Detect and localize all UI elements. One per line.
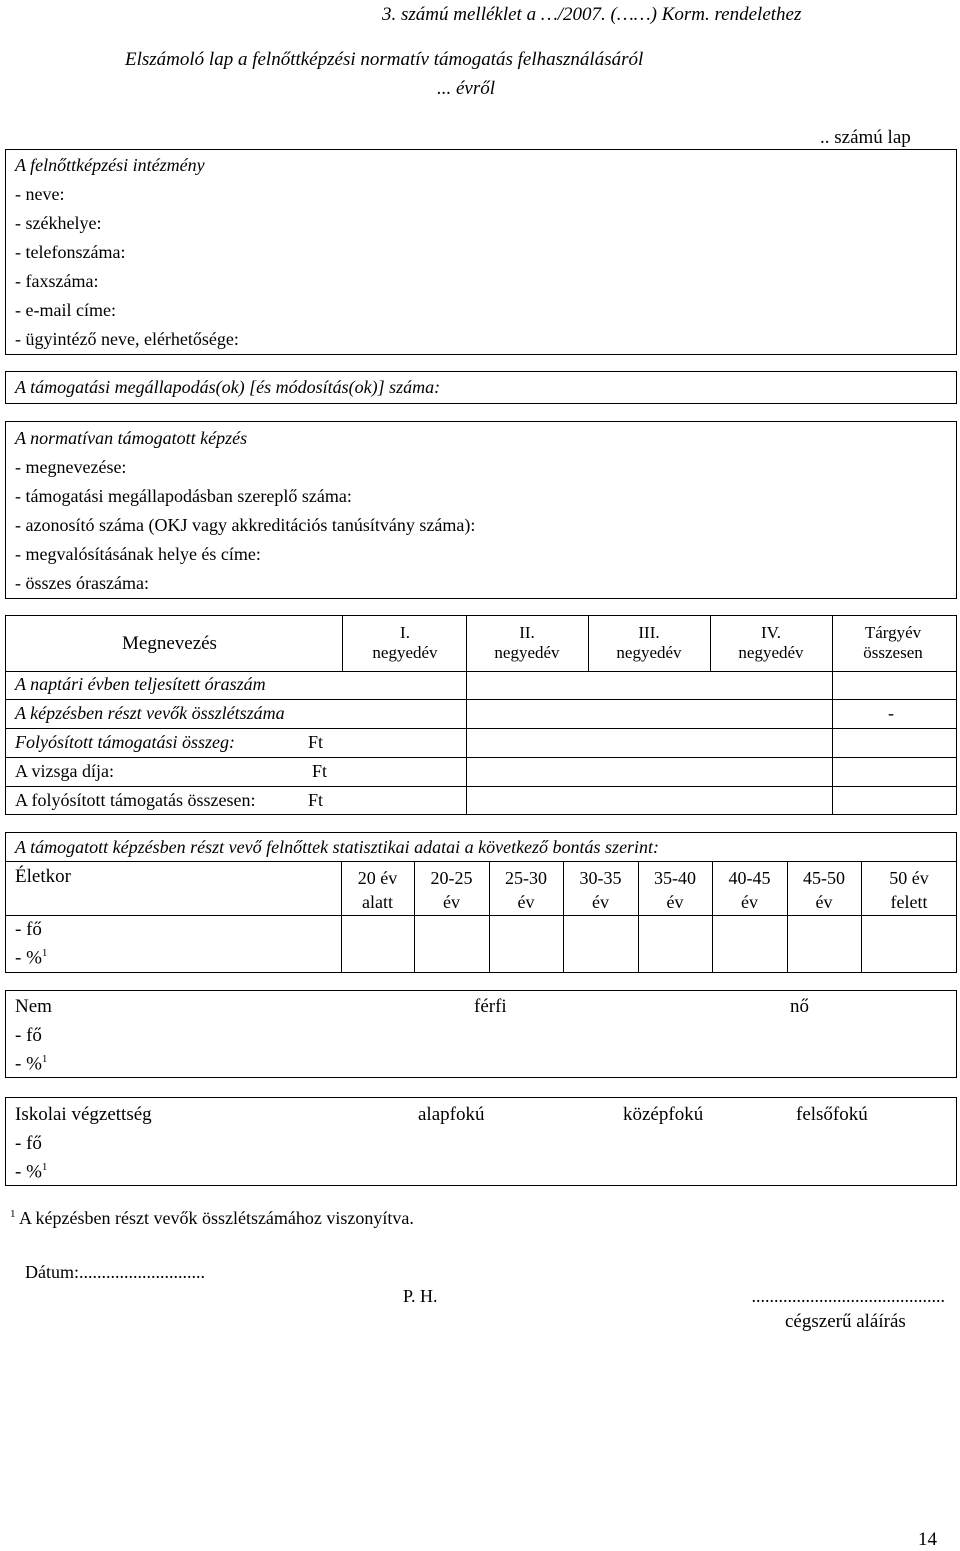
age-col-45-50: 45-50 év — [803, 868, 845, 912]
institution-heading: A felnőttképzési intézmény — [15, 155, 205, 175]
page-number: 14 — [918, 1529, 937, 1550]
agreement-label: A támogatási megállapodás(ok) [és módosítás(ok)] száma: — [15, 377, 441, 397]
gender-male: férfi — [474, 996, 507, 1017]
education-label: Iskolai végzettség — [15, 1104, 152, 1125]
quarter-row-support-unit: Ft — [308, 732, 324, 752]
quarter-row-total-support: A folyósított támogatás összesen: — [15, 790, 256, 810]
education-higher: felsőfokú — [796, 1104, 868, 1125]
footnote-ref: 1 — [41, 947, 48, 959]
quarter-col-4-header: IV. negyedév — [738, 623, 804, 662]
institution-contact-field: - ügyintéző neve, elérhetősége: — [15, 329, 239, 349]
training-location-field: - megvalósításának helye és címe: — [15, 544, 261, 564]
sheet-number: .. számú lap — [820, 127, 911, 148]
age-col-25-30: 25-30 év — [505, 868, 547, 912]
quarter-total-header: Tárgyév összesen — [863, 623, 923, 662]
institution-fax-field: - faxszáma: — [15, 271, 99, 291]
age-row-percent: - %$^1$ — [15, 947, 48, 969]
institution-box — [5, 149, 957, 355]
document-title: Elszámoló lap a felnőttképzési normatív támogatás felhasználásáról — [125, 49, 644, 70]
education-primary: alapfokú — [418, 1104, 485, 1125]
education-secondary: középfokú — [623, 1104, 704, 1125]
institution-seat-field: - székhelye: — [15, 213, 102, 233]
age-col-20-25: 20-25 év — [430, 868, 473, 912]
training-agreement-number-field: - támogatási megállapodásban szereplő száma: — [15, 486, 352, 506]
footnote: $^1$ A képzésben részt vevők összlétszámához viszonyítva. — [10, 1208, 414, 1228]
footnote-ref: 1 — [41, 1053, 48, 1065]
institution-name-field: - neve: — [15, 184, 65, 204]
gender-row-count: - fő — [15, 1025, 42, 1046]
age-row-count: - fő — [15, 919, 42, 940]
training-id-field: - azonosító száma (OKJ vagy akkreditációs tanúsítvány száma): — [15, 515, 476, 535]
quarter-col-3-header: III. negyedév — [616, 623, 682, 662]
quarter-participants-total: - — [888, 703, 894, 723]
age-col-30-35: 30-35 év — [579, 868, 622, 912]
quarter-row-exam-fee: A vizsga díja: — [15, 761, 114, 781]
age-col-over-50: 50 év felett — [889, 868, 929, 912]
age-label: Életkor — [15, 866, 71, 887]
gender-row-percent: - %$^1$ — [15, 1053, 48, 1075]
quarter-row-hours: A naptári évben teljesített óraszám — [15, 674, 266, 694]
quarter-row-support-amount: Folyósított támogatási összeg: — [15, 732, 235, 752]
gender-label: Nem — [15, 996, 52, 1017]
education-row-count: - fő — [15, 1133, 42, 1154]
quarter-name-header: Megnevezés — [122, 633, 217, 654]
gender-female: nő — [790, 996, 809, 1017]
quarter-row-participants: A képzésben részt vevők összlétszáma — [15, 703, 285, 723]
annex-reference: 3. számú melléklet a …/2007. (……) Korm. rendelethez — [382, 4, 802, 25]
signature-label: cégszerű aláírás — [785, 1311, 906, 1332]
footnote-ref: 1 — [41, 1161, 48, 1173]
education-row-percent: - %$^1$ — [15, 1161, 48, 1183]
stats-heading: A támogatott képzésben részt vevő felnőttek statisztikai adatai a következő bontás szerint: — [15, 837, 660, 857]
age-col-35-40: 35-40 év — [654, 868, 696, 912]
training-name-field: - megnevezése: — [15, 457, 127, 477]
training-heading: A normatívan támogatott képzés — [15, 428, 248, 448]
quarter-col-1-header: I. negyedév — [372, 623, 438, 662]
date-field: Dátum:............................ — [25, 1262, 205, 1282]
quarter-row-total-unit: Ft — [308, 790, 324, 810]
quarter-row-exam-unit: Ft — [312, 761, 328, 781]
institution-phone-field: - telefonszáma: — [15, 242, 126, 262]
institution-email-field: - e-mail címe: — [15, 300, 116, 320]
document-year: ... évről — [437, 78, 496, 99]
stamp-placeholder: P. H. — [403, 1286, 438, 1306]
age-col-under-20: 20 év alatt — [357, 868, 398, 912]
quarter-col-2-header: II. negyedév — [494, 623, 560, 662]
age-col-40-45: 40-45 év — [728, 868, 771, 912]
training-hours-field: - összes óraszáma: — [15, 573, 149, 593]
signature-line: ........................................... — [751, 1286, 945, 1306]
